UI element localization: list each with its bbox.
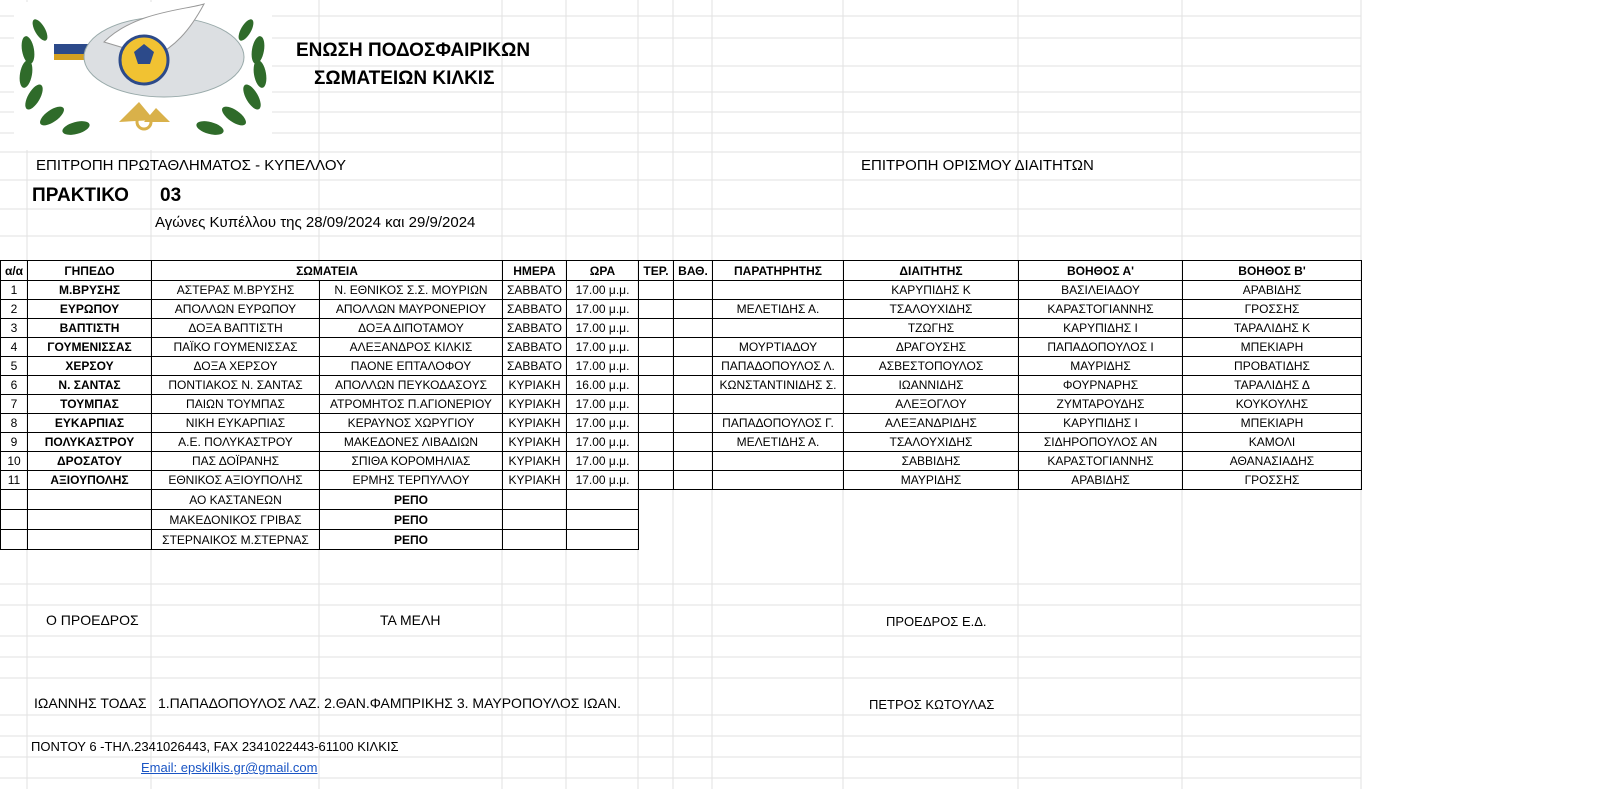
members-label: ΤΑ ΜΕΛΗ — [380, 612, 441, 628]
referee-cell: ΤΣΑΛΟΥΧΙΔΗΣ — [844, 300, 1019, 319]
repo-team-cell: ΣΤΕΡΝΑΙΚΟΣ Μ.ΣΤΕΡΝΑΣ — [152, 530, 320, 550]
day-cell: ΚΥΡΙΑΚΗ — [503, 395, 567, 414]
vath-cell — [674, 281, 713, 300]
time-cell: 17.00 μ.μ. — [567, 414, 639, 433]
time-cell: 17.00 μ.μ. — [567, 319, 639, 338]
ter-cell — [639, 376, 674, 395]
home-team-cell: ΔΟΞΑ ΧΕΡΣΟΥ — [152, 357, 320, 376]
home-team-cell: ΠΟΝΤΙΑΚΟΣ Ν. ΣΑΝΤΑΣ — [152, 376, 320, 395]
observer-cell — [713, 452, 844, 471]
away-team-cell: ΑΠΟΛΛΩΝ ΠΕΥΚΟΔΑΣΟΥΣ — [320, 376, 503, 395]
venue-cell: ΑΞΙΟΥΠΟΛΗΣ — [28, 471, 152, 490]
col-header-teams: ΣΩΜΑΤΕΙΑ — [152, 261, 503, 281]
time-cell: 17.00 μ.μ. — [567, 357, 639, 376]
org-name-line2: ΣΩΜΑΤΕΙΩΝ ΚΙΛΚΙΣ — [314, 68, 495, 89]
time-cell: 17.00 μ.μ. — [567, 338, 639, 357]
assistant-b-cell: ΠΡΟΒΑΤΙΔΗΣ — [1183, 357, 1362, 376]
president-label: Ο ΠΡΟΕΔΡΟΣ — [46, 612, 139, 628]
ter-cell — [639, 471, 674, 490]
row-number: 6 — [1, 376, 28, 395]
repo-row — [1, 510, 1362, 530]
assistant-a-cell: ΑΡΑΒΙΔΗΣ — [1019, 471, 1183, 490]
row-number: 9 — [1, 433, 28, 452]
org-name-line1: ΕΝΩΣΗ ΠΟΔΟΣΦΑΙΡΙΚΩΝ — [296, 40, 531, 61]
repo-status-cell: ΡΕΠΟ — [320, 530, 503, 550]
ref-president-name: ΠΕΤΡΟΣ ΚΩΤΟΥΛΑΣ — [869, 697, 995, 712]
repo-row — [1, 530, 1362, 550]
time-cell: 17.00 μ.μ. — [567, 395, 639, 414]
assistant-b-cell: ΑΘΑΝΑΣΙΑΔΗΣ — [1183, 452, 1362, 471]
referee-cell: ΣΑΒΒΙΔΗΣ — [844, 452, 1019, 471]
away-team-cell: ΣΠΙΘΑ ΚΟΡΟΜΗΛΙΑΣ — [320, 452, 503, 471]
home-team-cell: ΑΠΟΛΛΩΝ ΕΥΡΩΠΟΥ — [152, 300, 320, 319]
row-number: 5 — [1, 357, 28, 376]
vath-cell — [674, 338, 713, 357]
assistant-a-cell: ΦΟΥΡΝΑΡΗΣ — [1019, 376, 1183, 395]
row-number: 8 — [1, 414, 28, 433]
time-cell: 17.00 μ.μ. — [567, 433, 639, 452]
praktiko-number: 03 — [160, 185, 182, 206]
col-header-vath: ΒΑΘ. — [674, 261, 713, 281]
table-row — [1, 376, 1362, 395]
repo-row — [1, 490, 1362, 510]
table-row — [1, 395, 1362, 414]
logo — [14, 2, 272, 150]
assistant-a-cell: ΚΑΡΥΠΙΔΗΣ Ι — [1019, 319, 1183, 338]
table-row — [1, 414, 1362, 433]
observer-cell: ΜΕΛΕΤΙΔΗΣ Α. — [713, 433, 844, 452]
day-cell: ΚΥΡΙΑΚΗ — [503, 376, 567, 395]
footer-address: ΠΟΝΤΟΥ 6 -ΤΗΛ.2341026443, FAX 2341022443-61100 ΚΙΛΚΙΣ — [31, 739, 399, 754]
day-cell: ΚΥΡΙΑΚΗ — [503, 452, 567, 471]
row-number: 7 — [1, 395, 28, 414]
away-team-cell: ΑΤΡΟΜΗΤΟΣ Π.ΑΓΙΟΝΕΡΙΟΥ — [320, 395, 503, 414]
referee-cell: ΑΛΕΞΟΓΛΟΥ — [844, 395, 1019, 414]
assistant-a-cell: ΖΥΜΤΑΡΟΥΔΗΣ — [1019, 395, 1183, 414]
repo-team-cell: ΑΟ ΚΑΣΤΑΝΕΩΝ — [152, 490, 320, 510]
ter-cell — [639, 338, 674, 357]
time-cell: 17.00 μ.μ. — [567, 300, 639, 319]
assistant-b-cell: ΑΡΑΒΙΔΗΣ — [1183, 281, 1362, 300]
table-row — [1, 281, 1362, 300]
ter-cell — [639, 433, 674, 452]
away-team-cell: ΔΟΞΑ ΔΙΠΟΤΑΜΟΥ — [320, 319, 503, 338]
referee-cell: ΑΛΕΞΑΝΔΡΙΔΗΣ — [844, 414, 1019, 433]
assistant-b-cell: ΤΑΡΑΛΙΔΗΣ Δ — [1183, 376, 1362, 395]
referee-cell: ΚΑΡΥΠΙΔΗΣ Κ — [844, 281, 1019, 300]
table-header-row — [1, 261, 1362, 281]
venue-cell: ΧΕΡΣΟΥ — [28, 357, 152, 376]
day-cell: ΣΑΒΒΑΤΟ — [503, 300, 567, 319]
observer-cell: ΚΩΝΣΤΑΝΤΙΝΙΔΗΣ Σ. — [713, 376, 844, 395]
day-cell: ΣΑΒΒΑΤΟ — [503, 338, 567, 357]
observer-cell — [713, 319, 844, 338]
referee-cell: ΑΣΒΕΣΤΟΠΟΥΛΟΣ — [844, 357, 1019, 376]
table-row — [1, 338, 1362, 357]
footer-email-link[interactable]: Email: epskilkis.gr@gmail.com — [141, 760, 318, 775]
referee-cell: ΙΩΑΝΝΙΔΗΣ — [844, 376, 1019, 395]
observer-cell — [713, 471, 844, 490]
vath-cell — [674, 452, 713, 471]
time-cell: 17.00 μ.μ. — [567, 281, 639, 300]
committee-right: ΕΠΙΤΡΟΠΗ ΟΡΙΣΜΟΥ ΔΙΑΙΤΗΤΩΝ — [861, 157, 1094, 174]
repo-team-cell: ΜΑΚΕΔΟΝΙΚΟΣ ΓΡΙΒΑΣ — [152, 510, 320, 530]
venue-cell: Μ.ΒΡΥΣΗΣ — [28, 281, 152, 300]
observer-cell — [713, 395, 844, 414]
col-header-assistant-b: ΒΟΗΘΟΣ Β' — [1183, 261, 1362, 281]
table-row — [1, 452, 1362, 471]
table-row — [1, 357, 1362, 376]
ter-cell — [639, 300, 674, 319]
ter-cell — [639, 281, 674, 300]
venue-cell: ΓΟΥΜΕΝΙΣΣΑΣ — [28, 338, 152, 357]
vath-cell — [674, 433, 713, 452]
table-row — [1, 300, 1362, 319]
assistant-b-cell: ΓΡΟΣΣΗΣ — [1183, 300, 1362, 319]
ter-cell — [639, 319, 674, 338]
away-team-cell: ΑΛΕΞΑΝΔΡΟΣ ΚΙΛΚΙΣ — [320, 338, 503, 357]
day-cell: ΚΥΡΙΑΚΗ — [503, 471, 567, 490]
venue-cell: ΤΟΥΜΠΑΣ — [28, 395, 152, 414]
venue-cell: ΕΥΚΑΡΠΙΑΣ — [28, 414, 152, 433]
col-header-day: ΗΜΕΡΑ — [503, 261, 567, 281]
row-number: 2 — [1, 300, 28, 319]
repo-status-cell: ΡΕΠΟ — [320, 490, 503, 510]
referee-cell: ΤΖΩΓΗΣ — [844, 319, 1019, 338]
venue-cell: ΔΡΟΣΑΤΟΥ — [28, 452, 152, 471]
ref-president-label: ΠΡΟΕΔΡΟΣ Ε.Δ. — [886, 614, 987, 629]
day-cell: ΚΥΡΙΑΚΗ — [503, 414, 567, 433]
day-cell: ΣΑΒΒΑΤΟ — [503, 319, 567, 338]
away-team-cell: ΠΑΟΝΕ ΕΠΤΑΛΟΦΟΥ — [320, 357, 503, 376]
assistant-b-cell: ΤΑΡΑΛΙΔΗΣ Κ — [1183, 319, 1362, 338]
home-team-cell: ΑΣΤΕΡΑΣ Μ.ΒΡΥΣΗΣ — [152, 281, 320, 300]
home-team-cell: ΠΑΪΚΟ ΓΟΥΜΕΝΙΣΣΑΣ — [152, 338, 320, 357]
vath-cell — [674, 395, 713, 414]
committee-left: ΕΠΙΤΡΟΠΗ ΠΡΩΤΑΘΛΗΜΑΤΟΣ - ΚΥΠΕΛΛΟΥ — [36, 157, 347, 174]
col-header-num: α/α — [1, 261, 28, 281]
home-team-cell: ΠΑΣ ΔΟΪΡΑΝΗΣ — [152, 452, 320, 471]
vath-cell — [674, 319, 713, 338]
members-names: 1.ΠΑΠΑΔΟΠΟΥΛΟΣ ΛΑΖ. 2.ΘΑΝ.ΦΑΜΠΡΙΚΗΣ 3. ΜΑΥΡΟΠΟΥΛΟΣ ΙΩΑΝ. — [158, 695, 621, 711]
away-team-cell: Ν. ΕΘΝΙΚΟΣ Σ.Σ. ΜΟΥΡΙΩΝ — [320, 281, 503, 300]
table-row — [1, 433, 1362, 452]
vath-cell — [674, 300, 713, 319]
observer-cell: ΜΕΛΕΤΙΔΗΣ Α. — [713, 300, 844, 319]
ter-cell — [639, 395, 674, 414]
row-number: 3 — [1, 319, 28, 338]
time-cell: 17.00 μ.μ. — [567, 452, 639, 471]
assistant-a-cell: ΣΙΔΗΡΟΠΟΥΛΟΣ ΑΝ — [1019, 433, 1183, 452]
col-header-referee: ΔΙΑΙΤΗΤΗΣ — [844, 261, 1019, 281]
time-cell: 17.00 μ.μ. — [567, 471, 639, 490]
day-cell: ΚΥΡΙΑΚΗ — [503, 433, 567, 452]
ter-cell — [639, 357, 674, 376]
table-row — [1, 319, 1362, 338]
away-team-cell: ΕΡΜΗΣ ΤΕΡΠΥΛΛΟΥ — [320, 471, 503, 490]
home-team-cell: ΠΑΙΩΝ ΤΟΥΜΠΑΣ — [152, 395, 320, 414]
venue-cell: ΠΟΛΥΚΑΣΤΡΟΥ — [28, 433, 152, 452]
vath-cell — [674, 471, 713, 490]
ter-cell — [639, 452, 674, 471]
vath-cell — [674, 376, 713, 395]
observer-cell: ΜΟΥΡΤΙΑΔΟΥ — [713, 338, 844, 357]
assistant-a-cell: ΚΑΡΑΣΤΟΓΙΑΝΝΗΣ — [1019, 300, 1183, 319]
assistant-b-cell: ΓΡΟΣΣΗΣ — [1183, 471, 1362, 490]
assistant-a-cell: ΜΑΥΡΙΔΗΣ — [1019, 357, 1183, 376]
away-team-cell: ΜΑΚΕΔΟΝΕΣ ΛΙΒΑΔΙΩΝ — [320, 433, 503, 452]
referee-cell: ΜΑΥΡΙΔΗΣ — [844, 471, 1019, 490]
assistant-a-cell: ΒΑΣΙΛΕΙΑΔΟΥ — [1019, 281, 1183, 300]
observer-cell: ΠΑΠΑΔΟΠΟΥΛΟΣ Γ. — [713, 414, 844, 433]
table-row — [1, 471, 1362, 490]
col-header-ter: ΤΕΡ. — [639, 261, 674, 281]
col-header-assistant-a: ΒΟΗΘΟΣ Α' — [1019, 261, 1183, 281]
venue-cell: ΒΑΠΤΙΣΤΗ — [28, 319, 152, 338]
home-team-cell: ΝΙΚΗ ΕΥΚΑΡΠΙΑΣ — [152, 414, 320, 433]
laurel-dove-emblem-icon — [14, 2, 272, 150]
day-cell: ΣΑΒΒΑΤΟ — [503, 281, 567, 300]
col-header-venue: ΓΗΠΕΔΟ — [28, 261, 152, 281]
away-team-cell: ΑΠΟΛΛΩΝ ΜΑΥΡΟΝΕΡΙΟΥ — [320, 300, 503, 319]
home-team-cell: ΕΘΝΙΚΟΣ ΑΞΙΟΥΠΟΛΗΣ — [152, 471, 320, 490]
assistant-b-cell: ΜΠΕΚΙΑΡΗ — [1183, 338, 1362, 357]
ter-cell — [639, 414, 674, 433]
referee-cell: ΤΣΑΛΟΥΧΙΔΗΣ — [844, 433, 1019, 452]
assistant-b-cell: ΜΠΕΚΙΑΡΗ — [1183, 414, 1362, 433]
assistant-a-cell: ΚΑΡΥΠΙΔΗΣ Ι — [1019, 414, 1183, 433]
assistant-b-cell: ΚΑΜΟΛΙ — [1183, 433, 1362, 452]
row-number: 10 — [1, 452, 28, 471]
assistant-b-cell: ΚΟΥΚΟΥΛΗΣ — [1183, 395, 1362, 414]
vath-cell — [674, 357, 713, 376]
assistant-a-cell: ΚΑΡΑΣΤΟΓΙΑΝΝΗΣ — [1019, 452, 1183, 471]
matches-table — [0, 260, 1362, 550]
col-header-time: ΩΡΑ — [567, 261, 639, 281]
row-number: 4 — [1, 338, 28, 357]
time-cell: 16.00 μ.μ. — [567, 376, 639, 395]
vath-cell — [674, 414, 713, 433]
referee-cell: ΔΡΑΓΟΥΣΗΣ — [844, 338, 1019, 357]
page-subtitle: Αγώνες Κυπέλλου της 28/09/2024 και 29/9/2024 — [155, 214, 476, 231]
home-team-cell: ΔΟΞΑ ΒΑΠΤΙΣΤΗ — [152, 319, 320, 338]
away-team-cell: ΚΕΡΑΥΝΟΣ ΧΩΡΥΓΙΟΥ — [320, 414, 503, 433]
repo-status-cell: ΡΕΠΟ — [320, 510, 503, 530]
row-number: 1 — [1, 281, 28, 300]
praktiko-label: ΠΡΑΚΤΙΚΟ — [32, 185, 129, 206]
observer-cell — [713, 281, 844, 300]
home-team-cell: Α.Ε. ΠΟΛΥΚΑΣΤΡΟΥ — [152, 433, 320, 452]
president-name: ΙΩΑΝΝΗΣ ΤΟΔΑΣ — [34, 695, 147, 711]
venue-cell: Ν. ΣΑΝΤΑΣ — [28, 376, 152, 395]
day-cell: ΣΑΒΒΑΤΟ — [503, 357, 567, 376]
venue-cell: ΕΥΡΩΠΟΥ — [28, 300, 152, 319]
assistant-a-cell: ΠΑΠΑΔΟΠΟΥΛΟΣ Ι — [1019, 338, 1183, 357]
observer-cell: ΠΑΠΑΔΟΠΟΥΛΟΣ Λ. — [713, 357, 844, 376]
row-number: 11 — [1, 471, 28, 490]
col-header-observer: ΠΑΡΑΤΗΡΗΤΗΣ — [713, 261, 844, 281]
